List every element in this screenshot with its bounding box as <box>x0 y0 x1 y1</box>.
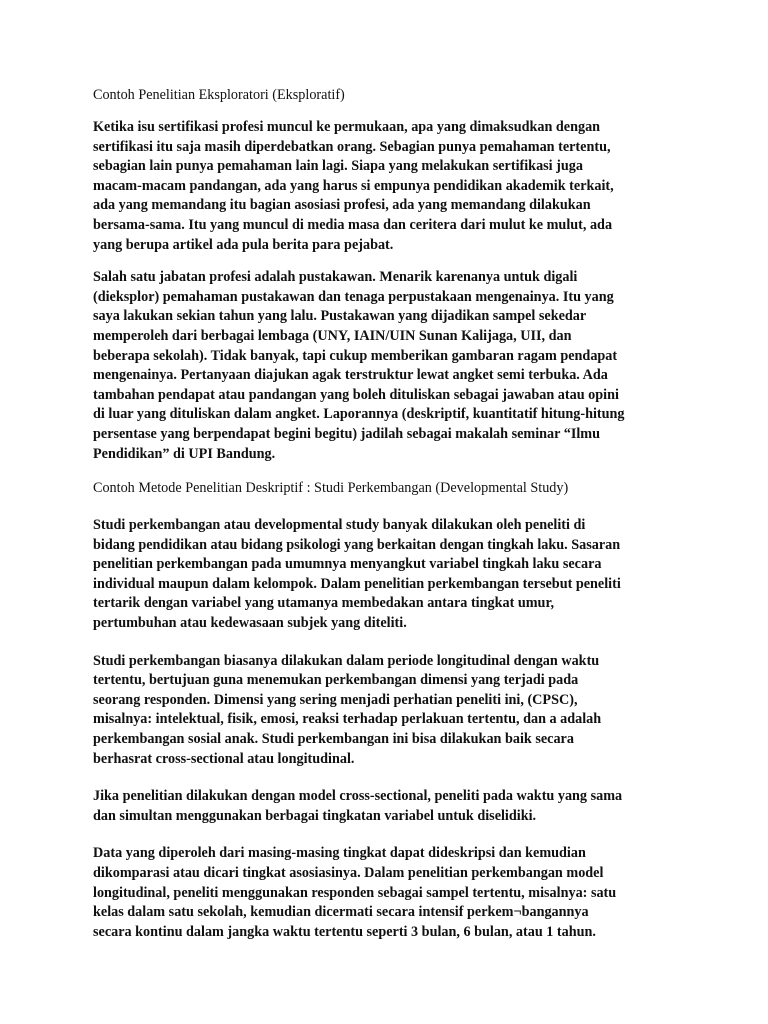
text-line: Studi perkembangan biasanya dilakukan dalam periode longitudinal dengan waktu <box>93 652 600 669</box>
text-line: persentase yang berpendapat begini begitu) jadilah sebagai makalah seminar “Ilmu <box>93 425 600 442</box>
text-line: ada yang memandang itu bagian asosiasi profesi, ada yang memandang dilakukan <box>93 197 591 214</box>
text-line: seorang responden. Dimensi yang sering menjadi perhatian peneliti ini, (CPSC), <box>93 691 578 708</box>
text-line: sertifikasi itu saja masih diperdebatkan orang. Sebagian punya pemahaman tertentu, <box>93 138 611 155</box>
text-line: dan simultan menggunakan berbagai tingkatan variabel untuk diselidiki. <box>93 807 537 824</box>
text-line: misalnya: intelektual, fisik, emosi, reaksi terhadap perlakuan tertentu, dan a adalah <box>93 711 602 728</box>
text-line: secara kontinu dalam jangka waktu tertentu seperti 3 bulan, 6 bulan, atau 1 tahun. <box>93 923 596 940</box>
text-line: yang berupa artikel ada pula berita para pejabat. <box>93 236 394 253</box>
text-line: mengenainya. Pertanyaan diajukan agak terstruktur lewat angket semi terbuka. Ada <box>93 367 608 384</box>
text-line: Salah satu jabatan profesi adalah pustakawan. Menarik karenanya untuk digali <box>93 269 578 286</box>
paragraph-cross-sectional <box>93 787 683 826</box>
text-line: macam-macam pandangan, ada yang harus si empunya pendidikan akademik terkait, <box>93 177 614 194</box>
text-line: dikomparasi atau dicari tingkat asosiasinya. Dalam penelitian perkembangan model <box>93 865 604 881</box>
text-line: bidang pendidikan atau bidang psikologi yang berkaitan dengan tingkah laku. Sasaran <box>93 536 621 553</box>
paragraph-librarian <box>93 268 683 464</box>
text-line: individual maupun dalam kelompok. Dalam penelitian perkembangan tersebut peneliti <box>93 575 621 592</box>
text-line: pertumbuhan atau kedewasaan subjek yang diteliti. <box>93 615 407 632</box>
text-line: tambahan pendapat atau pandangan yang boleh dituliskan sebagai jawaban atau opini <box>93 386 619 403</box>
text-line: Data yang diperoleh dari masing-masing tingkat dapat dideskripsi dan kemudian <box>93 845 586 862</box>
text-line: tertentu, bertujuan guna menemukan perkembangan dimensi yang terjadi pada <box>93 672 579 689</box>
paragraph-developmental-intro <box>93 516 683 634</box>
heading-exploratory: Contoh Penelitian Eksploratori (Eksploratif) <box>93 87 345 103</box>
text-line: kelas dalam satu sekolah, kemudian dicermati secara intensif perkem¬bangannya <box>93 904 589 921</box>
paragraph-data-comparison <box>93 844 683 942</box>
text-line: di luar yang dituliskan dalam angket. Laporannya (deskriptif, kuantitatif hitung-hitung <box>93 406 625 423</box>
text-line: bersama-sama. Itu yang muncul di media masa dan ceritera dari mulut ke mulut, ada <box>93 216 613 233</box>
text-line: beberapa sekolah). Tidak banyak, tapi cukup memberikan gambaran ragam pendapat <box>93 347 618 364</box>
text-line: saya lakukan sekian tahun yang lalu. Pustakawan yang dijadikan sampel sekedar <box>93 308 587 325</box>
text-line: perkembangan sosial anak. Studi perkembangan ini bisa dilakukan baik secara <box>93 731 574 748</box>
text-line: memperoleh dari berbagai lembaga (UNY, IAIN/UIN Sunan Kalijaga, UII, dan <box>93 327 572 344</box>
text-line: longitudinal, peneliti menggunakan responden sebagai sampel tertentu, misalnya: satu <box>93 884 617 901</box>
text-line: Ketika isu sertifikasi profesi muncul ke permukaan, apa yang dimaksudkan dengan <box>93 119 601 135</box>
text-line: penelitian perkembangan pada umumnya menyangkut variabel tingkah laku secara <box>93 556 602 573</box>
text-line: Jika penelitian dilakukan dengan model cross-sectional, peneliti pada waktu yang sama <box>93 788 623 805</box>
text-line: Pendidikan” di UPI Bandung. <box>93 445 276 462</box>
text-line: sebagian lain punya pemahaman lain lagi. Siapa yang melakukan sertifikasi juga <box>93 158 583 175</box>
text-line: (dieksplor) pemahaman pustakawan dan tenaga perpustakaan mengenainya. Itu yang <box>93 288 614 305</box>
paragraph-certification <box>93 118 683 255</box>
paragraph-longitudinal <box>93 652 683 770</box>
document-body <box>93 86 683 942</box>
heading-developmental-study: Contoh Metode Penelitian Deskriptif : Studi Perkembangan (Developmental Study) <box>93 480 569 497</box>
text-line: Studi perkembangan atau developmental study banyak dilakukan oleh peneliti di <box>93 517 586 534</box>
text-line: tertarik dengan variabel yang utamanya membedakan antara tingkat umur, <box>93 595 554 612</box>
text-line: berhasrat cross-sectional atau longitudinal. <box>93 750 355 767</box>
